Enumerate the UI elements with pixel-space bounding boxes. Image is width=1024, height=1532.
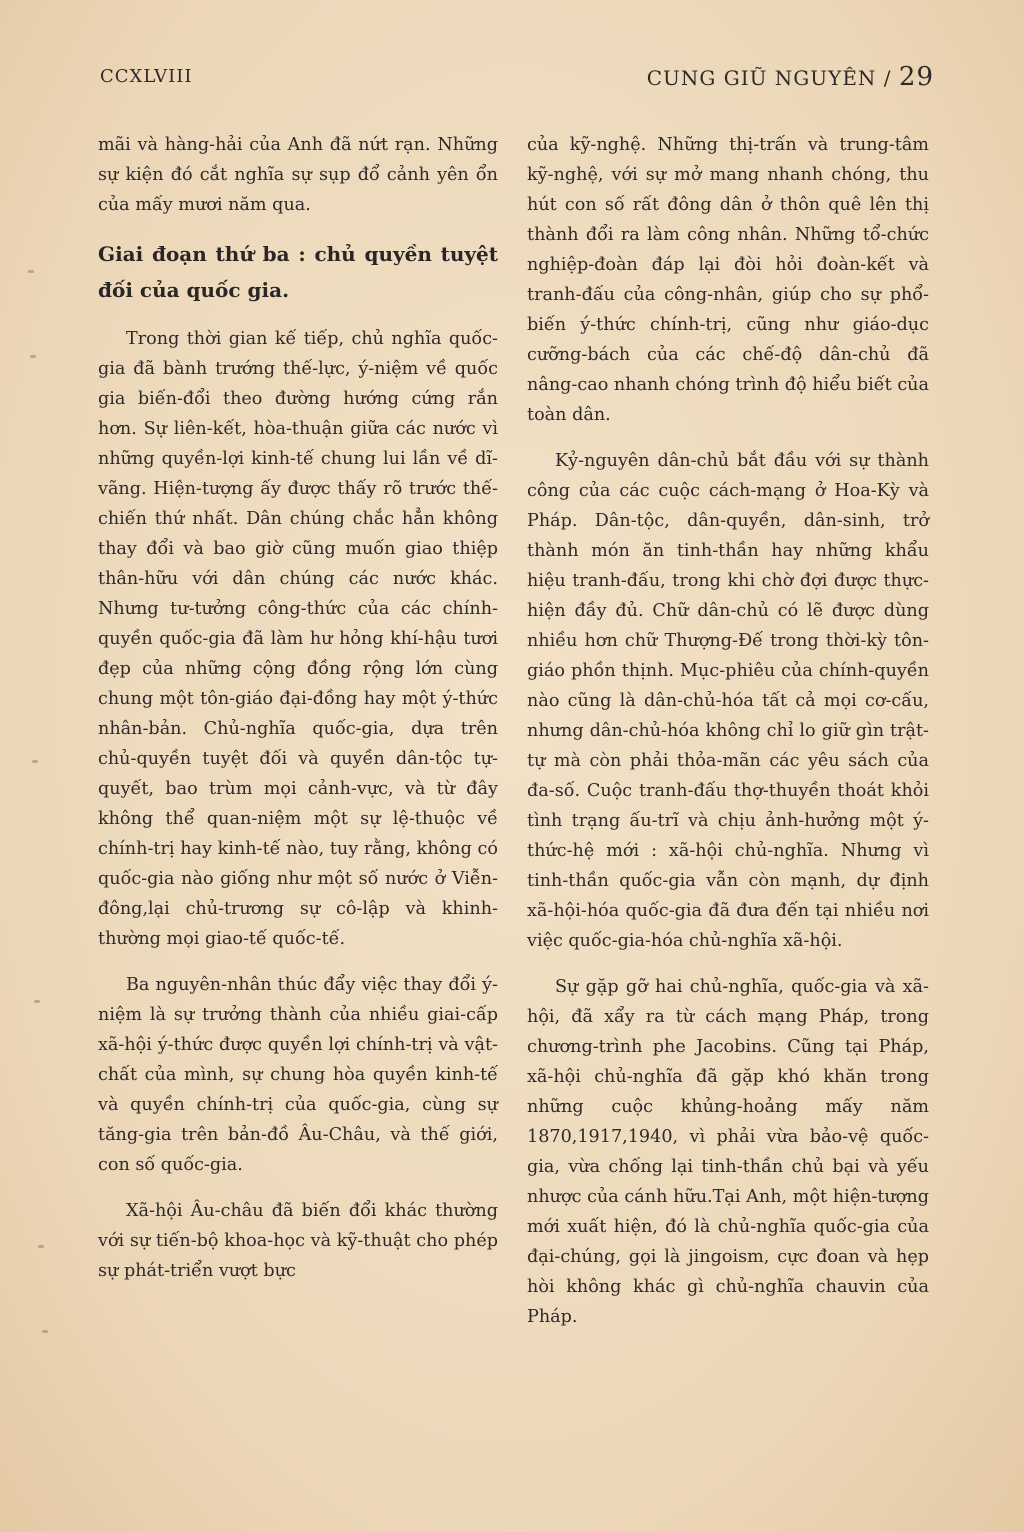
paper-speck	[30, 355, 36, 358]
left-column	[98, 130, 498, 1302]
section-heading: Giai đoạn thứ ba : chủ quyền tuyệt đối của quốc gia.	[98, 242, 498, 302]
paragraph: mãi và hàng-hải của Anh đã nứt rạn. Những sự kiện đó cắt nghĩa sự sụp đổ cảnh yên ổn của mấy mươi năm qua.	[98, 135, 498, 215]
paper-speck	[38, 1245, 44, 1248]
header-separator: /	[883, 66, 892, 90]
paragraph: Ba nguyên-nhân thúc đẩy việc thay đổi ý-niệm là sự trưởng thành của nhiều giai-cấp xã-hội ý-thức được quyền lợi chính-trị và vật-chất của mình, sự chung hòa quyền kinh-tế và quyền chính-trị của quốc-gia, cùng sự tăng-gia trên bản-đồ Âu-Châu, và thế giới, con số quốc-gia.	[98, 975, 498, 1175]
page-number: 29	[898, 62, 934, 92]
paragraph: Trong thời gian kế tiếp, chủ nghĩa quốc-gia đã bành trướng thế-lực, ý-niệm về quốc gia biến-đổi theo đường hướng cứng rắn hơn. Sự liên-kết, hòa-thuận giữa các nước vì những quyền-lợi kinh-tế chung lui lần về dĩ-vãng. Hiện-tượng ấy được thấy rõ trước thế-chiến thứ nhất. Dân chúng chắc hẳn không thay đổi và bao giờ cũng muốn giao thiệp thân-hữu với dân chúng các nước khác. Nhưng tư-tưởng công-thức của các chính-quyền quốc-gia đã làm hư hỏng khí-hậu tươi đẹp của những cộng đồng rộng lớn cùng chung một tôn-giáo đại-đồng hay một ý-thức nhân-bản. Chủ-nghĩa quốc-gia, dựa trên chủ-quyền tuyệt đối và quyền dân-tộc tự-quyết, bao trùm mọi cảnh-vực, và từ đây không thể quan-niệm một sự lệ-thuộc về chính-trị hay kinh-tế nào, tuy rằng, không có quốc-gia nào giống như một số nước ở Viễn-đông,lại chủ-trương sự cô-lập và khinh-thường mọi giao-tế quốc-tế.	[98, 329, 498, 949]
paragraph: Xã-hội Âu-châu đã biến đổi khác thường với sự tiến-bộ khoa-học và kỹ-thuật cho phép sự phát-triển vượt bực	[98, 1201, 498, 1281]
author-name: CUNG GIŨ NGUYÊN	[646, 66, 877, 90]
paragraph: Sự gặp gỡ hai chủ-nghĩa, quốc-gia và xã-hội, đã xẩy ra từ cách mạng Pháp, trong chương-trình phe Jacobins. Cũng tại Pháp, xã-hội chủ-nghĩa đã gặp khó khăn trong những cuộc khủng-hoảng mấy năm 1870,1917,1940, vì phải vừa bảo-vệ quốc-gia, vừa chống lại tinh-thần chủ bại và yếu nhược của cánh hữu.Tại Anh, một hiện-tượng mới xuất hiện, đó là chủ-nghĩa quốc-gia của đại-chúng, gọi là jingoism, cực đoan và hẹp hòi không khác gì chủ-nghĩa chauvin của Pháp.	[527, 977, 929, 1327]
paragraph: Kỷ-nguyên dân-chủ bắt đầu với sự thành công của các cuộc cách-mạng ở Hoa-Kỳ và Pháp. Dân-tộc, dân-quyền, dân-sinh, trở thành món ăn tinh-thần hay những khẩu hiệu tranh-đấu, trong khi chờ đợi được thực-hiện đầy đủ. Chữ dân-chủ có lẽ được dùng nhiều hơn chữ Thượng-Đế trong thời-kỳ tôn-giáo phồn thịnh. Mục-phiêu của chính-quyền nào cũng là dân-chủ-hóa tất cả mọi cơ-cấu, nhưng dân-chủ-hóa không chỉ lo giữ gìn trật-tự mà còn phải thỏa-mãn các yêu sách của đa-số. Cuộc tranh-đấu thợ-thuyền thoát khỏi tình trạng ấu-trĩ và chịu ảnh-hưởng một ý-thức-hệ mới : xã-hội chủ-nghĩa. Nhưng vì tinh-thần quốc-gia vẫn còn mạnh, dự định xã-hội-hóa quốc-gia đã đưa đến tại nhiều nơi việc quốc-gia-hóa chủ-nghĩa xã-hội.	[527, 451, 929, 951]
paper-speck	[34, 1000, 40, 1003]
paper-speck	[42, 1330, 48, 1333]
paragraph: của kỹ-nghệ. Những thị-trấn và trung-tâm kỹ-nghệ, với sự mở mang nhanh chóng, thu hút con số rất đông dân ở thôn quê lên thị thành đổi ra làm công nhân. Những tổ-chức nghiệp-đoàn đáp lại đòi hỏi đoàn-kết và tranh-đấu của công-nhân, giúp cho sự phổ-biến ý-thức chính-trị, cũng như giáo-dục cưỡng-bách của các chế-độ dân-chủ đã nâng-cao nhanh chóng trình độ hiểu biết của toàn dân.	[527, 135, 929, 425]
running-head	[647, 62, 934, 92]
right-column	[527, 130, 929, 1348]
page-header	[100, 60, 934, 94]
paper-speck	[32, 760, 38, 763]
volume-number: CCXLVIII	[100, 66, 193, 87]
paper-speck	[28, 270, 34, 273]
